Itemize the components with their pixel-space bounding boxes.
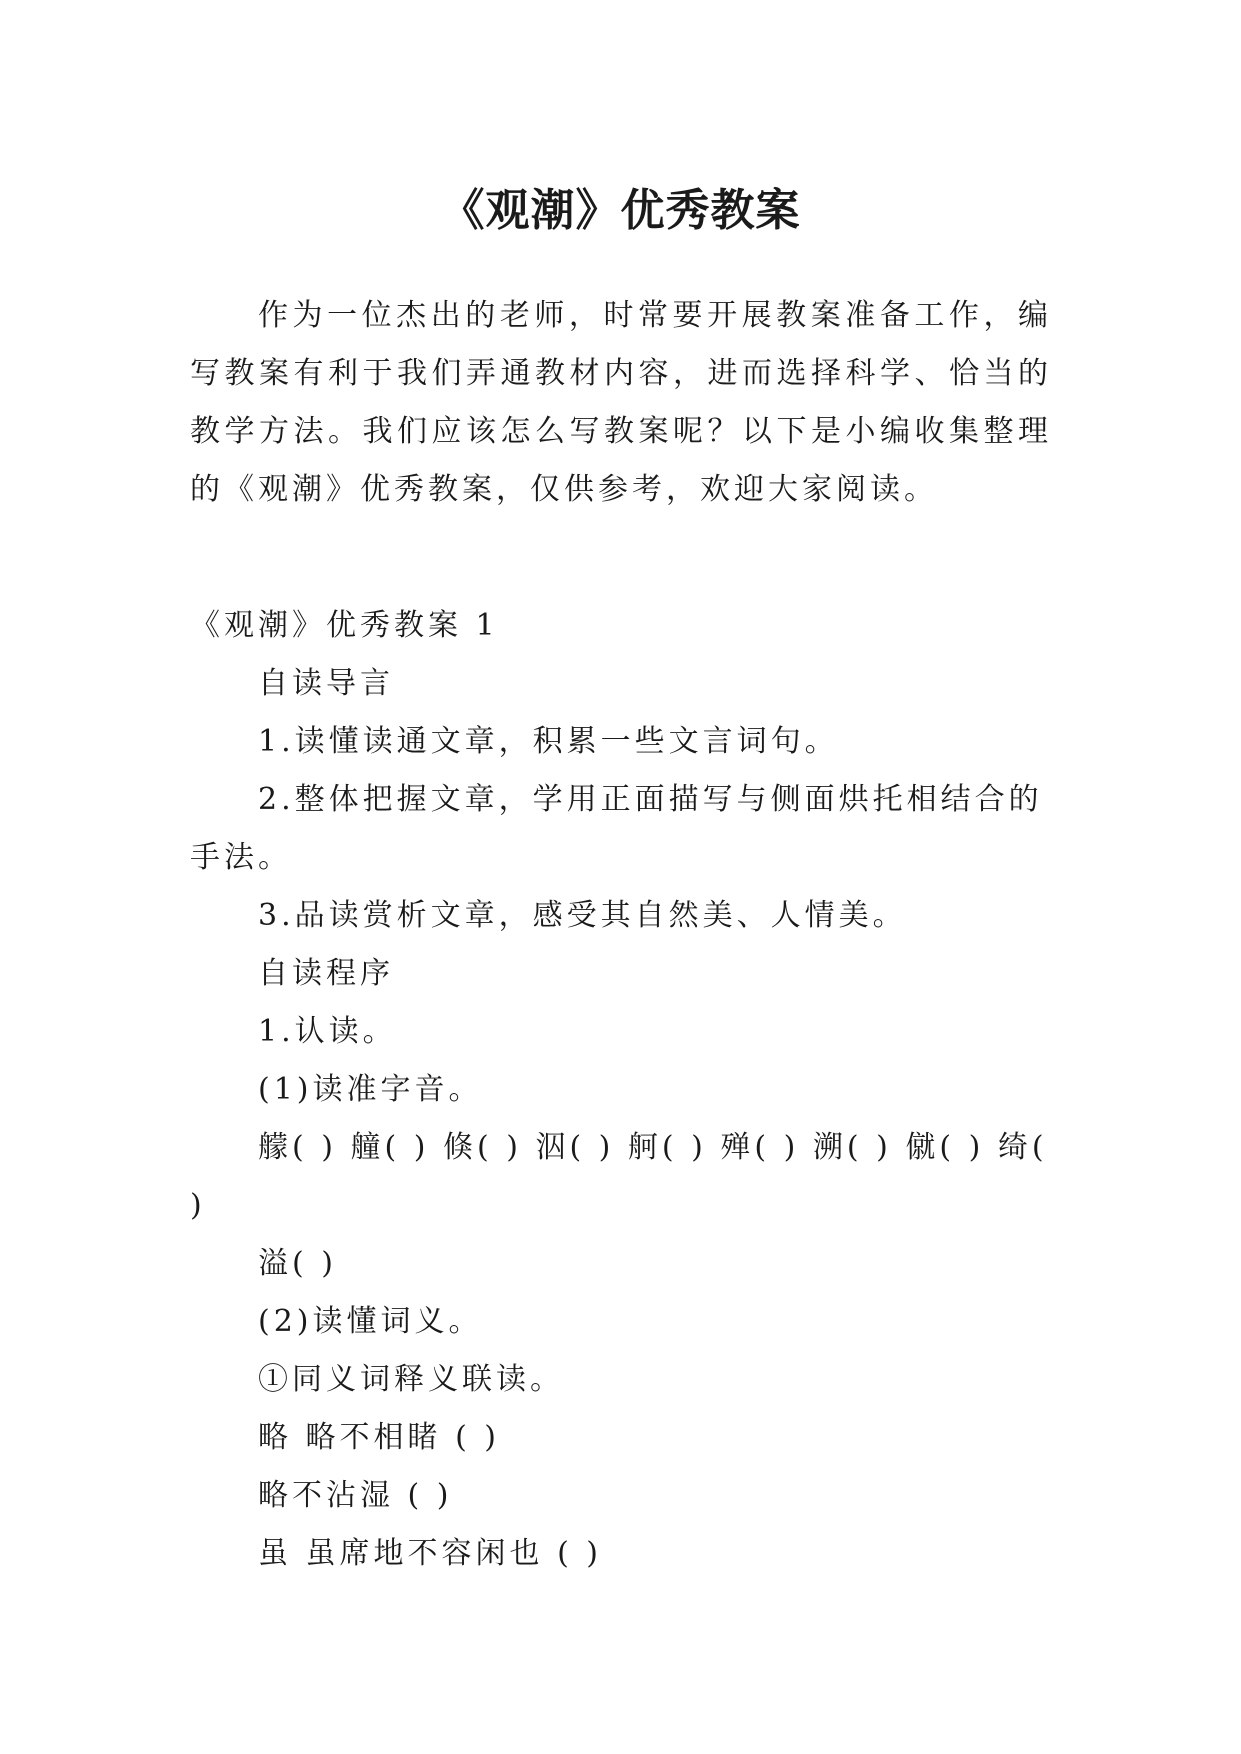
procedure-step-1-1: (1)读准字音。 (258, 1072, 483, 1107)
section-title: 《观潮》优秀教案 1 (190, 608, 499, 643)
synonym-item-sui-1: 虽 虽席地不容闲也 ( ) (258, 1536, 603, 1571)
pronunciation-exercise-continued: 溢( ) (258, 1246, 337, 1281)
subheading-self-reading-procedure: 自读程序 (258, 956, 394, 991)
subheading-self-reading-intro: 自读导言 (258, 666, 394, 701)
synonym-exercise-title: ①同义词释义联读。 (258, 1362, 564, 1397)
lesson-plan-section (190, 597, 1052, 1583)
synonym-item-lve-2: 略不沾湿 ( ) (258, 1478, 453, 1513)
pronunciation-exercise: 艨( ) 艟( ) 倏( ) 泅( ) 舸( ) 殚( ) 溯( ) 僦( ) 绮( ) (190, 1130, 1048, 1223)
document-body (190, 287, 1052, 1583)
procedure-step-1-2: (2)读懂词义。 (258, 1304, 483, 1339)
procedure-step-1: 1.认读。 (258, 1014, 397, 1049)
document-title: 《观潮》优秀教案 (440, 185, 801, 237)
intro-paragraph: 作为一位杰出的老师，时常要开展教案准备工作，编写教案有利于我们弄通教材内容，进而选择科学、恰当的教学方法。我们应该怎么写教案呢？以下是小编收集整理的《观潮》优秀教案，仅供参考，欢迎大家阅读。 (190, 298, 1052, 507)
objective-2: 2.整体把握文章，学用正面描写与侧面烘托相结合的手法。 (190, 782, 1043, 875)
objective-3: 3.品读赏析文章，感受其自然美、人情美。 (258, 898, 907, 933)
synonym-item-lve-1: 略 略不相睹 ( ) (258, 1420, 501, 1455)
objective-1: 1.读懂读通文章，积累一些文言词句。 (258, 724, 839, 759)
